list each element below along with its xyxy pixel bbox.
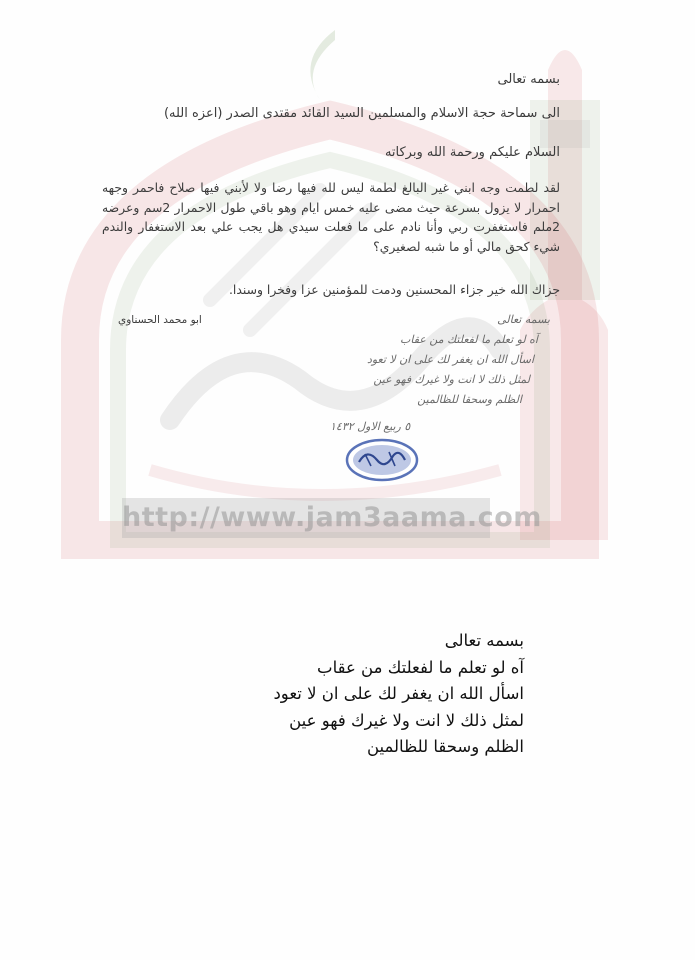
letter-body: لقد لطمت وجه ابني غير البالغ لطمة ليس لله فيها رضا ولا لأبني فيها صلاح فاحمر وجهه احمرار لا يزول بسرعة حيث مضى عليه خمس ايام وهو باقي طول الاحمرار 2سم وعرضه 2ملم فاستغفرت ربي وأنا نادم على ما فعلت سيدي هل يجب علي بعد الاستغفار والندم شيء كحق مالي أو ما شبه لصغيري؟ — [102, 180, 560, 254]
handwritten-line: آه لو تعلم ما لفعلتك من عقاب — [400, 333, 538, 346]
watermark-url: http://www.jam3aama.com — [122, 498, 490, 538]
letter-greeting: السلام عليكم ورحمة الله وبركاته — [384, 145, 560, 160]
handwritten-line: الظلم وسحقا للظالمين — [417, 393, 522, 406]
handwritten-reply — [318, 313, 568, 418]
transcription-line: بسمه تعالى — [444, 631, 524, 650]
handwritten-date: ٥ ربيع الاول ١٤٣٢ — [330, 420, 411, 433]
transcription-line: الظلم وسحقا للظالمين — [366, 737, 524, 756]
letter-closing: جزاك الله خير جزاء المحسنين ودمت للمؤمنين عزا وفخرا وسندا. — [228, 282, 560, 297]
seal-stamp-icon — [345, 438, 419, 482]
transcription-line: اسأل الله ان يغفر لك على ان لا تعود — [273, 684, 524, 703]
transcription-line: لمثل ذلك لا انت ولا غيرك فهو عين — [289, 710, 524, 730]
transcription — [273, 628, 524, 761]
handwritten-line: بسمه تعالى — [497, 313, 550, 326]
letter-heading: بسمه تعالى — [497, 72, 560, 87]
letter-signature: ابو محمد الحسناوي — [118, 314, 202, 326]
handwritten-line: لمثل ذلك لا انت ولا غيرك فهو عين — [373, 373, 530, 386]
letter-address: الى سماحة حجة الاسلام والمسلمين السيد القائد مقتدى الصدر (اعزه الله) — [163, 106, 560, 121]
transcription-line: آه لو تعلم ما لفعلتك من عقاب — [317, 657, 524, 677]
handwritten-line: اسأل الله ان يغفر لك على ان لا تعود — [366, 353, 534, 366]
